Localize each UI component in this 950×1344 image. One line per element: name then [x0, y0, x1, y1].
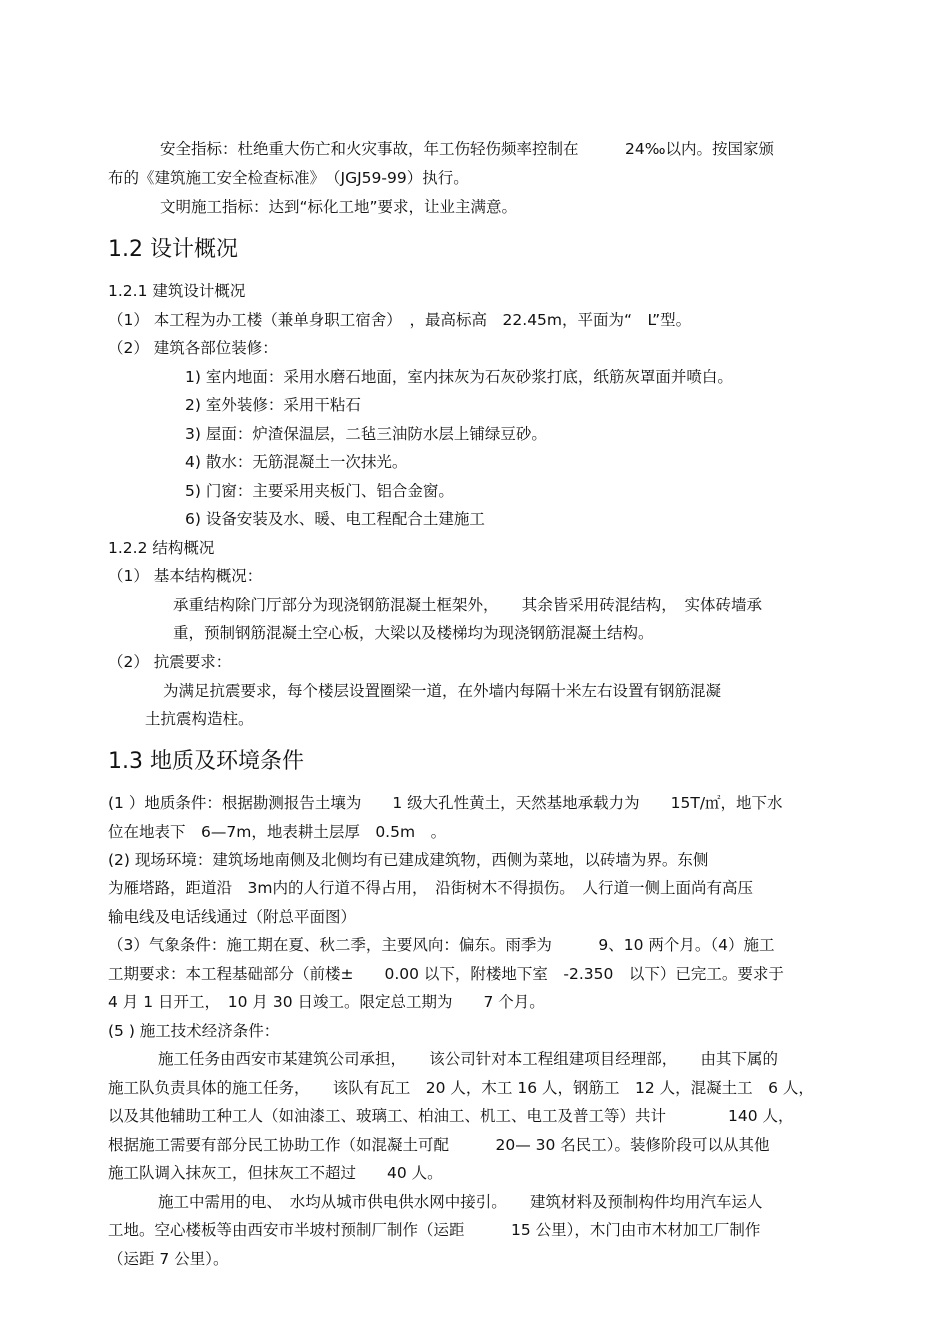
s122-item-1-text-2: 重，预制钢筋混凝土空心板，大梁以及楼梯均为现浇钢筋混凝土结构。 — [173, 624, 654, 642]
s121-subitem-4: 4) 散水：无筋混凝土一次抹光。 — [185, 453, 408, 471]
civil-construction-line: 文明施工指标：达到“标化工地”要求，让业主满意。 — [160, 198, 518, 216]
s121-subitem-1: 1) 室内地面：采用水磨石地面，室内抹灰为石灰砂浆打底，纸筋灰罩面并喷白。 — [185, 368, 733, 386]
safety-line-1: 安全指标：杜绝重大伤亡和火灾事故，年工伤轻伤频率控制在 24‰以内。按国家颁 — [160, 140, 775, 158]
safety-line-2: 布的《建筑施工安全检查标准》 （JGJ59-99）执行。 — [108, 169, 469, 187]
s13-line-2: 位在地表下 6—7m，地表耕土层厚 0.5m 。 — [108, 823, 447, 841]
s13-line-14: 施工队调入抹灰工，但抹灰工不超过 40 人。 — [108, 1164, 443, 1182]
s122-item-2: （2） 抗震要求： — [108, 653, 232, 671]
s13-line-13: 根据施工需要有部分民工协助工作（如混凝土可配 20— 30 名民工）。装修阶段可以从其他 — [108, 1136, 770, 1154]
s122-item-1: （1） 基本结构概况： — [108, 567, 263, 585]
s121-item-1: （1） 本工程为办工楼（兼单身职工宿舍） ，最高标高 22.45m，平面为“ L”型。 — [108, 311, 692, 329]
s122-item-2-text-2: 土抗震构造柱。 — [145, 710, 254, 728]
s121-subitem-3: 3) 屋面：炉渣保温层，二毡三油防水层上铺绿豆砂。 — [185, 425, 547, 443]
section-1-2-heading: 1.2 设计概况 — [108, 237, 238, 262]
section-1-2-2-heading: 1.2.2 结构概况 — [108, 539, 215, 557]
s13-line-11: 施工队负责具体的施工任务， 该队有瓦工 20 人，木工 16 人，钢筋工 12 人，混凝土工 6 人， — [108, 1079, 814, 1097]
s13-line-16: 工地。空心楼板等由西安市半坡村预制厂制作（运距 15 公里），木门由市木材加工厂制作 — [108, 1221, 761, 1239]
s13-line-12: 以及其他辅助工种工人（如油漆工、玻璃工、柏油工、机工、电工及普工等）共计 140 人， — [108, 1107, 794, 1125]
s13-line-10: 施工任务由西安市某建筑公司承担， 该公司针对本工程组建项目经理部， 由其下属的 — [158, 1050, 779, 1068]
s122-item-1-text-1: 承重结构除门厅部分为现浇钢筋混凝土框架外， 其余皆采用砖混结构， 实体砖墙承 — [173, 596, 763, 614]
s122-item-2-text-1: 为满足抗震要求，每个楼层设置圈梁一道，在外墙内每隔十米左右设置有钢筋混凝 — [163, 682, 722, 700]
s13-line-9: (5 ) 施工技术经济条件： — [108, 1022, 280, 1040]
s13-line-1: (1 ）地质条件：根据勘测报告土壤为 1 级大孔性黄土，天然基地承载力为 15T/㎡，地下水 — [108, 794, 783, 812]
s13-line-4: 为雁塔路，距道沿 3m内的人行道不得占用， 沿街树木不得损伤。 人行道一侧上面尚有高压 — [108, 879, 753, 897]
s13-line-17: （运距 7 公里）。 — [108, 1250, 229, 1268]
s121-subitem-2: 2) 室外装修：采用干粘石 — [185, 396, 361, 414]
s13-line-5: 输电线及电话线通过（附总平面图） — [108, 908, 357, 926]
s13-line-3: (2) 现场环境：建筑场地南侧及北侧均有已建成建筑物，西侧为菜地，以砖墙为界。东侧 — [108, 851, 709, 869]
s13-line-15: 施工中需用的电、 水均从城市供电供水网中接引。 建筑材料及预制构件均用汽车运人 — [158, 1193, 763, 1211]
s13-line-8: 4 月 1 日开工， 10 月 30 日竣工。限定总工期为 7 个月。 — [108, 993, 545, 1011]
s121-item-2: （2） 建筑各部位装修： — [108, 339, 278, 357]
s121-subitem-5: 5) 门窗：主要采用夹板门、铝合金窗。 — [185, 482, 454, 500]
section-1-2-1-heading: 1.2.1 建筑设计概况 — [108, 282, 246, 300]
section-1-3-heading: 1.3 地质及环境条件 — [108, 749, 304, 774]
s13-line-6: （3）气象条件：施工期在夏、秋二季，主要风向：偏东。雨季为 9、10 两个月。（4）施工 — [108, 936, 775, 954]
s13-line-7: 工期要求：本工程基础部分（前楼± 0.00 以下，附楼地下室 -2.350 以下）已完工。要求于 — [108, 965, 784, 983]
s121-subitem-6: 6) 设备安装及水、暖、电工程配合土建施工 — [185, 510, 485, 528]
